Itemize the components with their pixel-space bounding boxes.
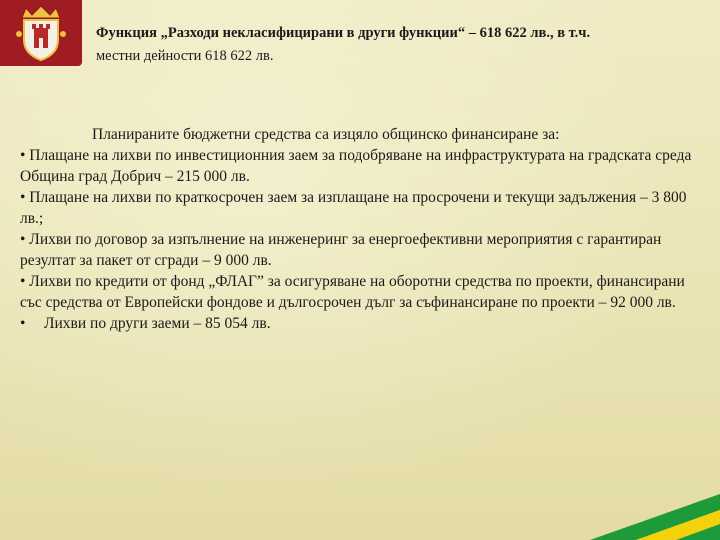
slide-title — [96, 22, 716, 68]
bullet-mark: • — [20, 315, 26, 332]
bullet-item-last — [20, 313, 700, 334]
crest-icon — [14, 4, 68, 62]
title-line-1: Функция „Разходи некласифицирани в други функции“ – 618 622 лв., в т.ч. — [96, 25, 591, 41]
bullet-item: • Лихви по кредити от фонд „ФЛАГ” за осигуряване на оборотни средства по проекти, финансирани със средства от Европейски фондове и дългосрочен дълг за съфинансиране по проекти – 92 000 лв. — [20, 273, 685, 311]
bullet-item: • Плащане на лихви по краткосрочен заем за изплащане на просрочени и текущи задължения – 3 800 лв.; — [20, 189, 687, 227]
title-line-2: местни дейности 618 622 лв. — [96, 48, 274, 64]
bullet-item: • Лихви по договор за изпълнение на инженеринг за енергоефективни мероприятия с гарантиран резултат за пакет от сгради – 9 000 лв. — [20, 231, 662, 269]
bullet-item: • Плащане на лихви по инвестиционния заем за подобряване на инфраструктурата на градската среда Община град Добрич – 215 000 лв. — [20, 147, 692, 185]
flag-stripes-decoration — [550, 480, 720, 540]
bullet-text: Лихви по други заеми – 85 054 лв. — [44, 315, 271, 332]
intro-paragraph: Планираните бюджетни средства са изцяло общинско финансиране за: — [92, 126, 560, 143]
coat-of-arms-logo — [0, 0, 82, 66]
slide-body — [20, 124, 700, 334]
